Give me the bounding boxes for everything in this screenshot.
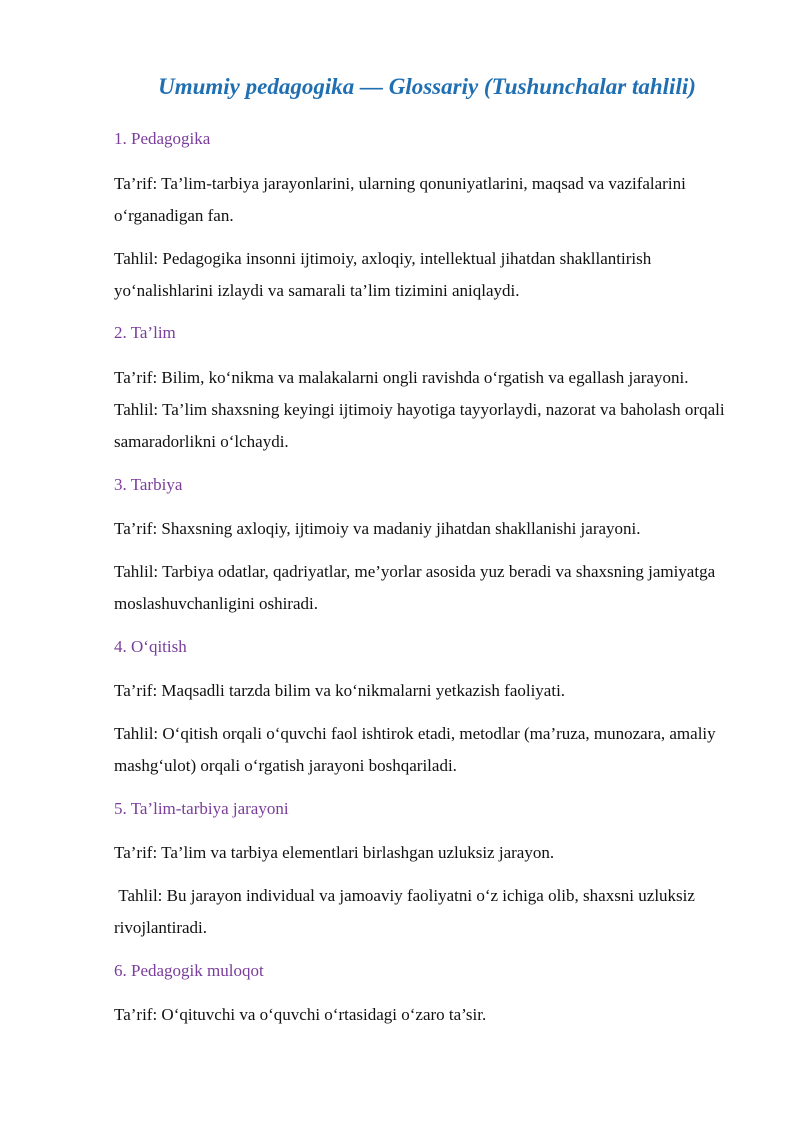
definition-paragraph: Ta’rif: Shaxsning axloqiy, ijtimoiy va madaniy jihatdan shakllanishi jarayoni. [114,519,641,538]
section-heading-tarbiya: 3. Tarbiya [114,475,183,494]
section-heading-talim: 2. Ta’lim [114,323,176,342]
section-heading-pedagogik-muloqot: 6. Pedagogik muloqot [114,961,264,980]
page-title: Umumiy pedagogika — Glossariy (Tushunchalar tahlili) [158,74,696,99]
analysis-paragraph: Tahlil: Bu jarayon individual va jamoaviy faoliyatni o‘z ichiga olib, shaxsni uzluksiz rivojlantiradi. [114,886,700,937]
definition-paragraph: Ta’rif: Bilim, ko‘nikma va malakalarni ongli ravishda o‘rgatish va egallash jarayoni. Tahlil: Ta’lim shaxsning keyingi ijtimoiy hayotiga tayyorlaydi, nazorat va baholash orqali samaradorlikni o‘lchaydi. [114,368,725,451]
analysis-paragraph: Tahlil: Tarbiya odatlar, qadriyatlar, me’yorlar asosida yuz beradi va shaxsning jamiyatga moslashuvchanligini oshiradi. [114,562,716,613]
section-heading-oqitish: 4. O‘qitish [114,637,187,656]
section-heading-pedagogika: 1. Pedagogika [114,129,211,148]
definition-paragraph: Ta’rif: O‘qituvchi va o‘quvchi o‘rtasidagi o‘zaro ta’sir. [114,1005,487,1024]
section-heading-talim-tarbiya-jarayoni: 5. Ta’lim-tarbiya jarayoni [114,799,289,818]
definition-paragraph: Ta’rif: Ta’lim va tarbiya elementlari birlashgan uzluksiz jarayon. [114,843,555,862]
analysis-paragraph: Tahlil: O‘qitish orqali o‘quvchi faol ishtirok etadi, metodlar (ma’ruza, munozara, amaliy mashg‘ulot) orqali o‘rgatish jarayoni boshqariladi. [114,724,716,775]
analysis-paragraph: Tahlil: Pedagogika insonni ijtimoiy, axloqiy, intellektual jihatdan shakllantirish yo‘nalishlarini izlaydi va samarali ta’lim tizimini aniqlaydi. [114,249,652,300]
definition-paragraph: Ta’rif: Ta’lim-tarbiya jarayonlarini, ularning qonuniyatlarini, maqsad va vazifalarini o‘rganadigan fan. [114,174,686,225]
definition-paragraph: Ta’rif: Maqsadli tarzda bilim va ko‘nikmalarni yetkazish faoliyati. [114,681,566,700]
